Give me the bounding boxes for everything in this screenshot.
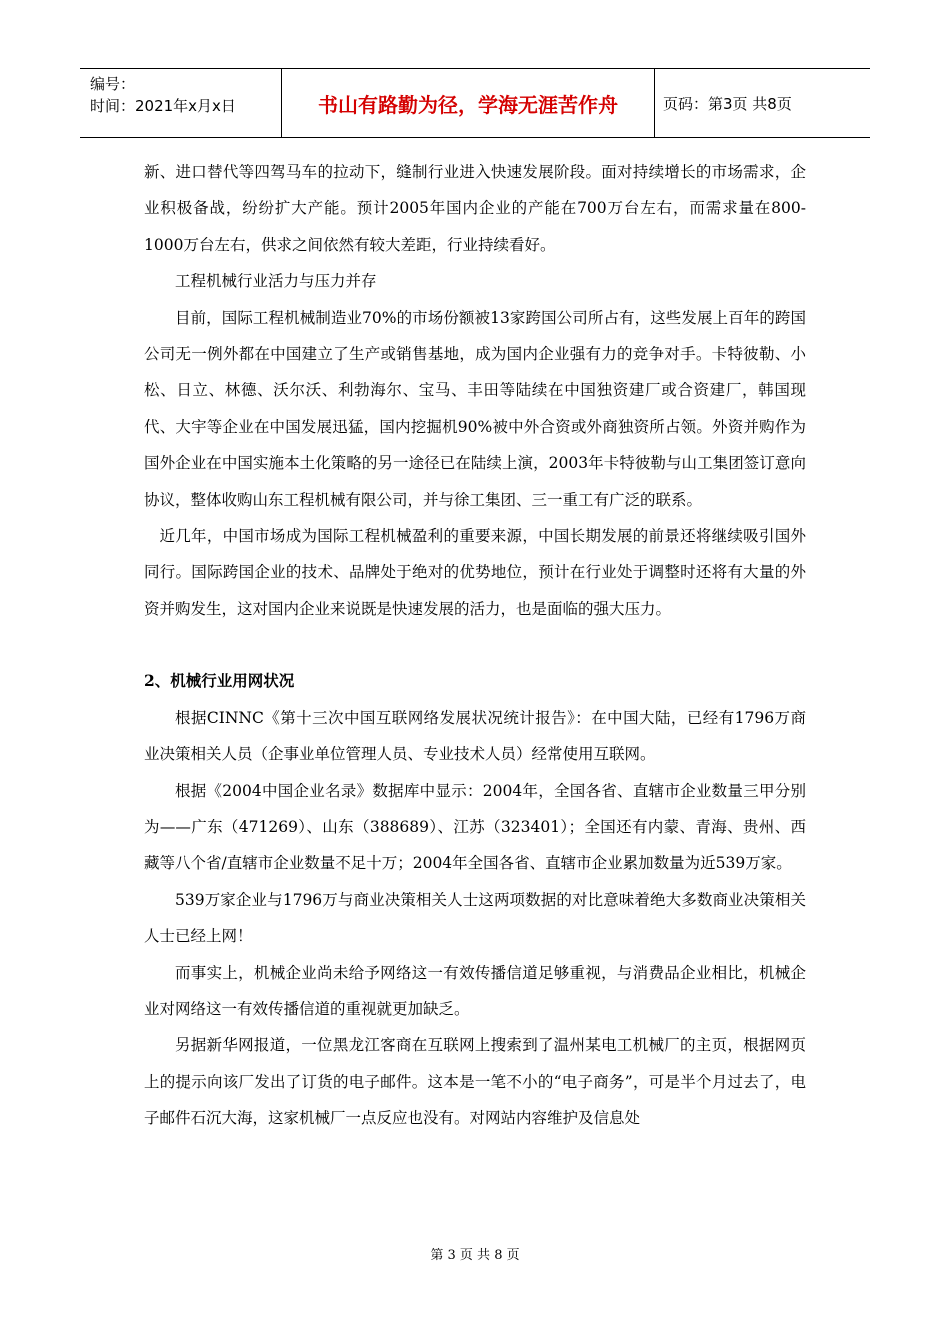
document-number: 编号： xyxy=(90,75,136,93)
document-time: 时间：2021年x月x日 xyxy=(90,97,236,115)
header-page-info: 页码：第3页 共8页 xyxy=(663,94,792,113)
paragraph-china-market: 近几年，中国市场成为国际工程机械盈利的重要来源，中国长期发展的前景还将继续吸引国外同行。国际跨国企业的技术、品牌处于绝对的优势地位，预计在行业处于调整时还将有大量的外资并购发生，这对国内企业来说既是快速发展的活力，也是面临的强大压力。 xyxy=(144,527,806,618)
paragraph-comparison: 539万家企业与1796万与商业决策相关人士这两项数据的对比意味着绝大多数商业决策相关人士已经上网！ xyxy=(144,890,806,946)
paragraph-enterprise-directory: 根据《2004中国企业名录》数据库中显示：2004年，全国各省、直辖市企业数量三甲分别为——广东（471269）、山东（388689）、江苏（323401）；全国还有内蒙、青海、贵州、西藏等八个省/直辖市企业数量不足十万；2004年全国各省、直辖市企业累加数量为近539万家。 xyxy=(144,781,806,873)
paragraph-engineering-machinery: 目前，国际工程机械制造业70%的市场份额被13家跨国公司所占有，这些发展上百年的跨国公司无一例外都在中国建立了生产或销售基地，成为国内企业强有力的竞争对手。卡特彼勒、小松、日立、林德、沃尔沃、利勃海尔、宝马、丰田等陆续在中国独资建厂或合资建厂，韩国现代、大宇等企业在中国发展迅猛，国内挖掘机90%被中外合资或外商独资所占领。外资并购作为国外企业在中国实施本土化策略的另一途径已在陆续上演，2003年卡特彼勒与山工集团签订意向协议，整体收购山东工程机械有限公司，并与徐工集团、三一重工有广泛的联系。 xyxy=(144,308,806,509)
paragraph-xinhua-report: 另据新华网报道，一位黑龙江客商在互联网上搜索到了温州某电工机械厂的主页，根据网页上的提示向该厂发出了订货的电子邮件。这本是一笔不小的“电子商务”，可是半个月过去了，电子邮件石沉大海，这家机械厂一点反应也没有。对网站内容维护及信息处 xyxy=(144,1036,806,1128)
paragraph-cinnc-report: 根据CINNC《第十三次中国互联网络发展状况统计报告》：在中国大陆，已经有1796万商业决策相关人员（企事业单位管理人员、专业技术人员）经常使用互联网。 xyxy=(144,708,806,764)
document-body xyxy=(144,154,806,1137)
section-heading-internet-usage: 2、机械行业用网状况 xyxy=(144,671,295,691)
section-spacer xyxy=(144,627,806,663)
header-meta xyxy=(80,69,282,137)
paragraph-sewing-industry: 新、进口替代等四驾马车的拉动下，缝制行业进入快速发展阶段。面对持续增长的市场需求，企业积极备战，纷纷扩大产能。预计2005年国内企业的产能在700万台左右，而需求量在800-1000万台左右，供求之间依然有较大差距，行业持续看好。 xyxy=(144,163,806,254)
section-subtitle-engineering: 工程机械行业活力与压力并存 xyxy=(175,272,377,291)
paragraph-neglect: 而事实上，机械企业尚未给予网络这一有效传播信道足够重视，与消费品企业相比，机械企业对网络这一有效传播信道的重视就更加缺乏。 xyxy=(144,963,806,1018)
header-motto: 书山有路勤为径，学海无涯苦作舟 xyxy=(282,69,655,137)
page-header xyxy=(80,68,870,138)
page-footer: 第 3 页 共 8 页 xyxy=(430,1248,520,1263)
